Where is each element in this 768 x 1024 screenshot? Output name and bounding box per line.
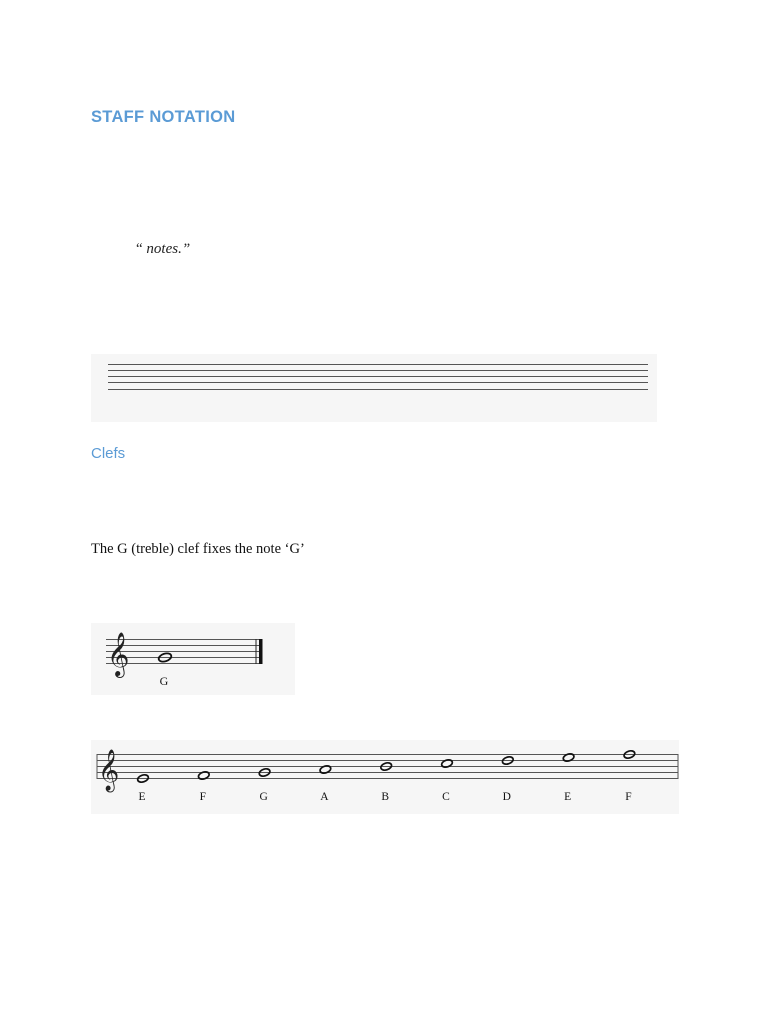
note-label: G xyxy=(259,791,268,803)
treble-clef-icon: 𝄞 xyxy=(107,634,130,676)
scale-staff xyxy=(91,740,679,814)
single-note-figure xyxy=(91,623,295,695)
empty-staff-figure xyxy=(91,354,657,422)
clefs-heading: Clefs xyxy=(91,445,126,462)
treble-clef-icon: 𝄞 xyxy=(98,750,120,790)
empty-staff xyxy=(91,354,657,422)
note-label: C xyxy=(442,791,450,803)
note-label: B xyxy=(381,791,390,803)
note-label: D xyxy=(502,791,511,803)
note-label: A xyxy=(320,791,329,803)
note-label: F xyxy=(625,791,632,803)
note-label: G xyxy=(159,674,169,688)
single-note-staff xyxy=(91,623,295,695)
note-label: E xyxy=(138,791,146,803)
clef-description: The G (treble) clef fixes the note ‘G’ xyxy=(91,541,305,557)
quote-open-mark: “ xyxy=(136,241,143,257)
note-label: E xyxy=(564,791,572,803)
scale-figure xyxy=(91,740,679,814)
staff-lines xyxy=(97,755,678,779)
quote-text: notes.” xyxy=(146,241,191,257)
staff-lines xyxy=(108,365,648,390)
note-label: F xyxy=(199,791,207,803)
page-heading: STAFF NOTATION xyxy=(91,108,236,126)
quote-line xyxy=(136,241,190,258)
